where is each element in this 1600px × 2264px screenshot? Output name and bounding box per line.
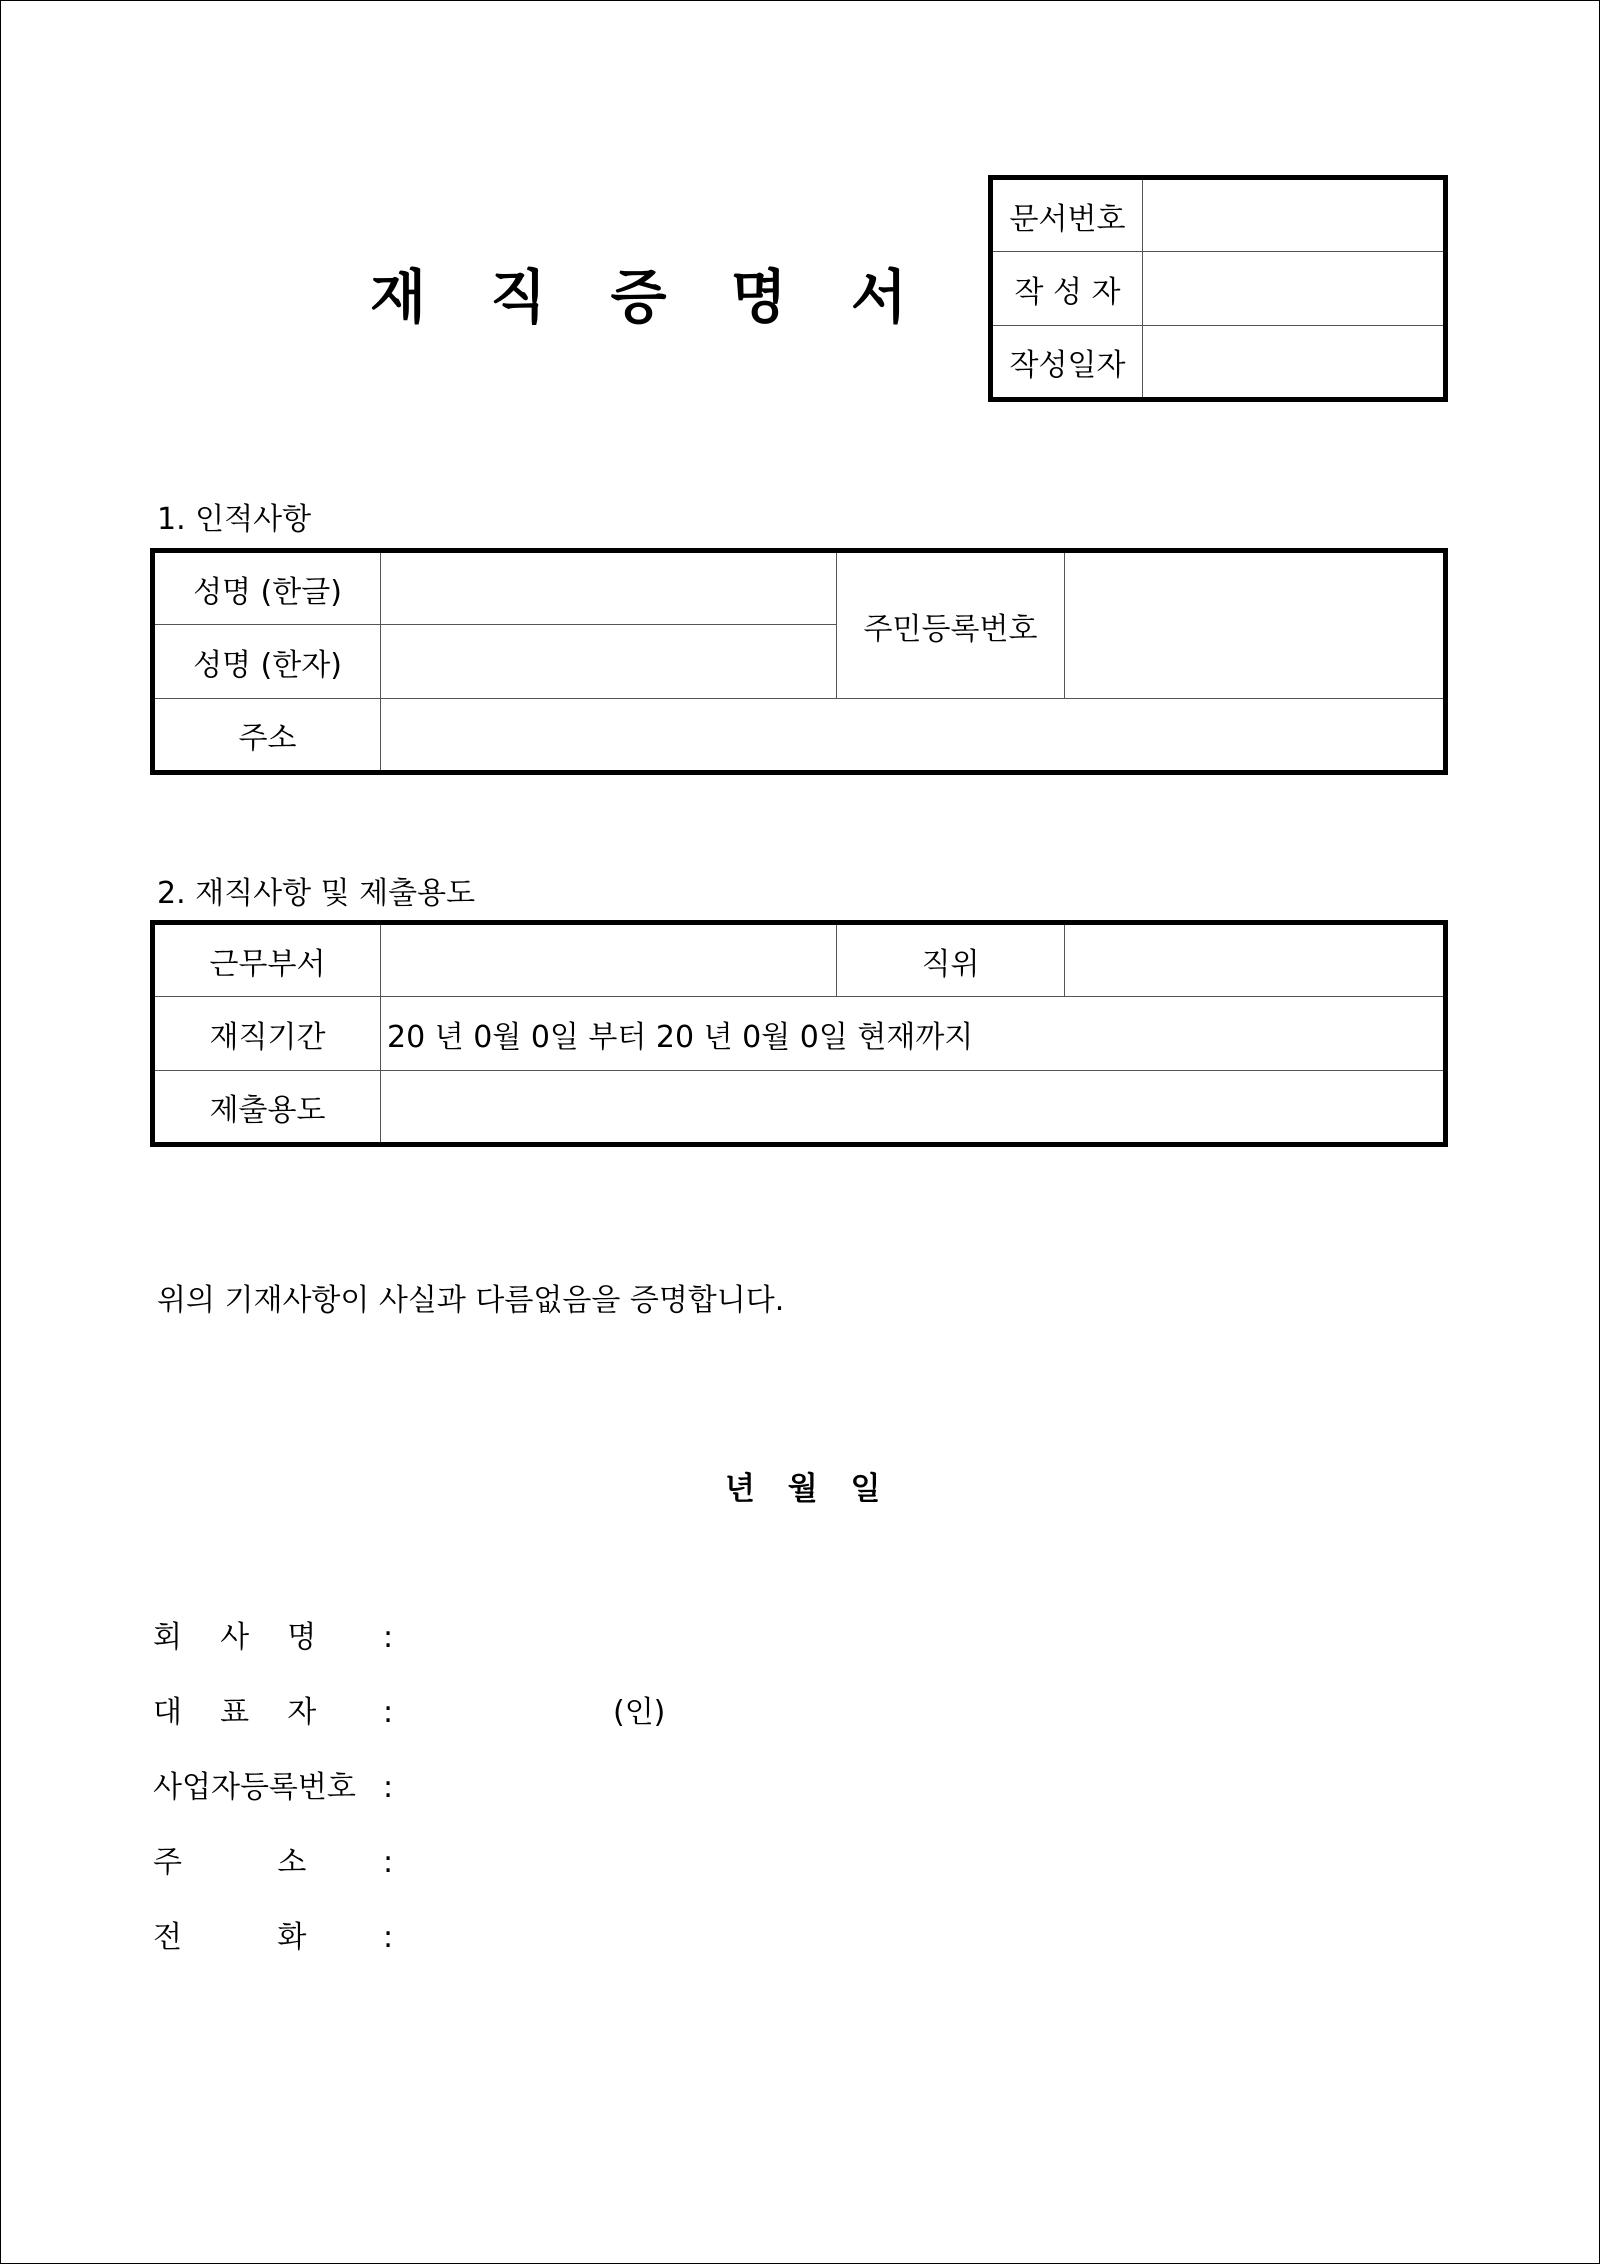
company-name-row [153, 1612, 393, 1656]
address-field[interactable] [381, 699, 1446, 773]
resident-number-field[interactable] [1065, 551, 1446, 699]
representative-label: 대 표 자 [153, 1695, 317, 1730]
period-label: 재직기간 [153, 997, 381, 1071]
seal-mark: (인) [613, 1695, 666, 1730]
department-label: 근무부서 [153, 923, 381, 997]
certification-statement: 위의 기재사항이 사실과 다름없음을 증명합니다. [157, 1283, 785, 1318]
phone-row [153, 1912, 393, 1956]
position-label: 직위 [837, 923, 1065, 997]
section-personal-heading: 1. 인적사항 [157, 502, 312, 537]
department-field[interactable] [381, 923, 837, 997]
resident-number-label: 주민등록번호 [837, 551, 1065, 699]
company-address-label: 주 소 [153, 1845, 307, 1880]
colon: : [383, 1845, 394, 1880]
company-name-label: 회 사 명 [153, 1620, 317, 1655]
author-label: 작 성 자 [991, 252, 1143, 326]
colon: : [383, 1695, 394, 1730]
colon: : [383, 1920, 394, 1955]
period-value[interactable]: 20 년 0월 0일 부터 20 년 0월 0일 현재까지 [381, 997, 1446, 1071]
representative-row [153, 1687, 853, 1731]
name-korean-field[interactable] [381, 551, 837, 625]
business-number-label: 사업자등록번호 [153, 1770, 356, 1805]
personal-info-table [150, 548, 1448, 775]
purpose-label: 제출용도 [153, 1071, 381, 1145]
issue-date-line: 년 월 일 [725, 1471, 881, 1507]
phone-label: 전 화 [153, 1920, 307, 1955]
author-value[interactable] [1143, 252, 1446, 326]
document-meta-table [988, 175, 1448, 402]
name-korean-label: 성명 (한글) [153, 551, 381, 625]
address-label: 주소 [153, 699, 381, 773]
name-hanja-label: 성명 (한자) [153, 625, 381, 699]
doc-number-label: 문서번호 [991, 178, 1143, 252]
business-number-row [153, 1762, 393, 1806]
colon: : [383, 1770, 394, 1805]
date-value[interactable] [1143, 326, 1446, 400]
purpose-field[interactable] [381, 1071, 1446, 1145]
document-title: 재 직 증 명 서 [370, 263, 929, 331]
doc-number-value[interactable] [1143, 178, 1446, 252]
employment-table [150, 920, 1448, 1147]
date-label: 작성일자 [991, 326, 1143, 400]
section-employment-heading: 2. 재직사항 및 제출용도 [157, 876, 476, 911]
company-address-row [153, 1837, 393, 1881]
name-hanja-field[interactable] [381, 625, 837, 699]
position-field[interactable] [1065, 923, 1446, 997]
colon: : [383, 1620, 394, 1655]
